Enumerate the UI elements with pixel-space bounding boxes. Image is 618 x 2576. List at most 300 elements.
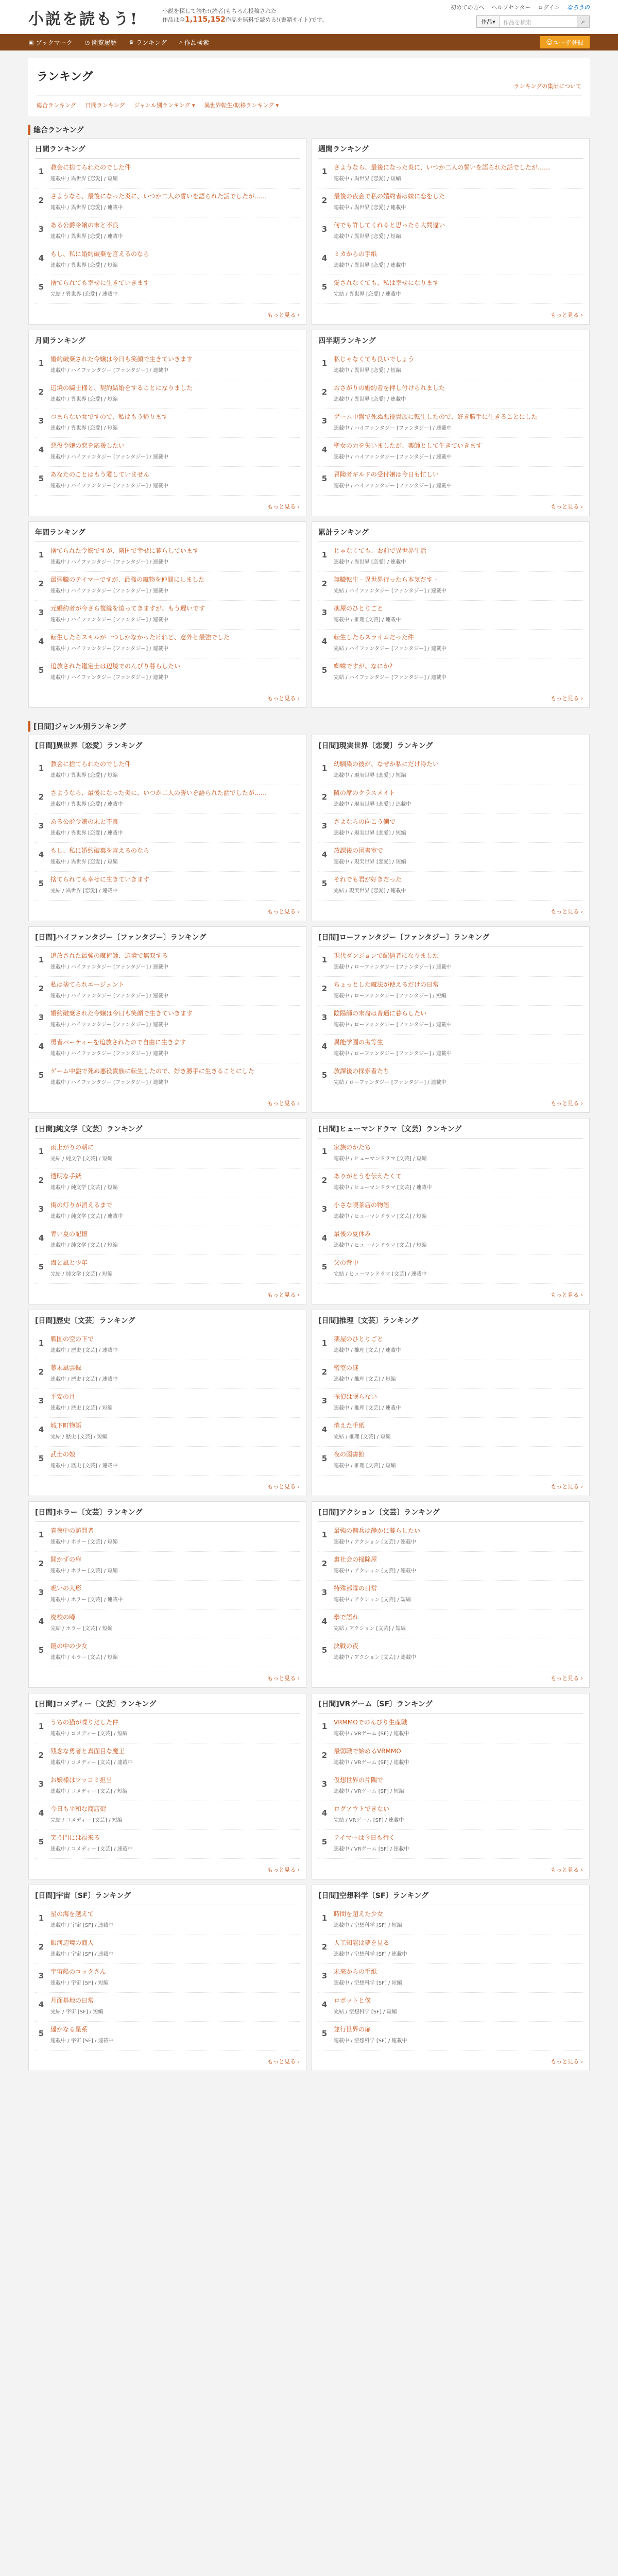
search-input[interactable]: 作品を検索 bbox=[500, 15, 577, 28]
work-title-link[interactable]: 探偵は眠らない bbox=[334, 1393, 377, 1400]
ranking-item bbox=[35, 1523, 300, 1552]
work-meta: 連載中 / ハイファンタジー [ファンタジー] / 連載中 bbox=[50, 588, 168, 594]
ranking-item bbox=[35, 351, 300, 380]
ranking-item bbox=[35, 756, 300, 785]
ranking-card bbox=[28, 1118, 306, 1304]
ranking-item bbox=[35, 1197, 300, 1226]
work-title-link[interactable]: 勇者パーティーを追放されたので自由に生きます bbox=[50, 1039, 186, 1046]
work-title-link[interactable]: ゲーム中盤で死ぬ悪役貴族に転生したので、好き勝手に生きることにした bbox=[50, 1067, 254, 1075]
ranking-item bbox=[318, 814, 583, 843]
ranking-card bbox=[312, 521, 590, 708]
work-title-link[interactable]: 笑う門には福来る bbox=[50, 1834, 100, 1841]
rank-number: 4 bbox=[38, 637, 44, 646]
ranking-card bbox=[28, 521, 306, 708]
rank-number: 1 bbox=[38, 764, 44, 773]
work-meta: 完結 / ハイファンタジー [ファンタジー] / 連載中 bbox=[334, 588, 447, 594]
work-meta: 完結 / 歴史 [文芸] / 短編 bbox=[50, 1434, 108, 1440]
rank-number: 2 bbox=[38, 1367, 44, 1377]
ranking-item bbox=[35, 160, 300, 189]
work-meta: 連載中 / アクション [文芸] / 短編 bbox=[334, 1597, 411, 1603]
rank-number: 5 bbox=[321, 1454, 328, 1463]
work-title-link[interactable]: 呪いの人形 bbox=[50, 1585, 82, 1592]
work-meta: 完結 / コメディー [文芸] / 短編 bbox=[50, 1818, 123, 1823]
work-meta: 連載中 / ホラー [文芸] / 短編 bbox=[50, 1539, 118, 1545]
work-title-link[interactable]: 父の背中 bbox=[334, 1259, 359, 1266]
work-title-link[interactable]: 時間を超えた少女 bbox=[334, 1910, 384, 1918]
more-link[interactable]: もっと見る › bbox=[551, 503, 583, 510]
more-link[interactable]: もっと見る › bbox=[267, 1867, 300, 1873]
ranking-item bbox=[318, 409, 583, 438]
work-title-link[interactable]: 教会に捨てられたのでした件 bbox=[50, 164, 131, 171]
nav-history[interactable]: ◷ 閲覧履歴 bbox=[84, 39, 117, 46]
work-title-link[interactable]: 最後の夜会で私の婚約者は妹に恋をした bbox=[334, 193, 445, 200]
work-meta: 連載中 / 異世界 [恋愛] / 連載中 bbox=[50, 831, 123, 836]
rank-number: 3 bbox=[321, 1780, 328, 1789]
work-title-link[interactable]: 人工知能は夢を見る bbox=[334, 1939, 390, 1946]
overall-ranking-grid bbox=[28, 138, 590, 713]
rank-number: 4 bbox=[38, 2000, 44, 2009]
work-title-link[interactable]: 捨てられても幸せに生きていきます bbox=[50, 279, 150, 286]
work-title-link[interactable]: ゲーム中盤で死ぬ悪役貴族に転生したので、好き勝手に生きることにした bbox=[334, 413, 538, 420]
work-title-link[interactable]: 仮想世界の片隅で bbox=[334, 1776, 384, 1784]
work-meta: 連載中 / ハイファンタジー [ファンタジー] / 連載中 bbox=[50, 368, 168, 374]
ranking-item bbox=[35, 380, 300, 409]
work-title-link[interactable]: ミカからの手紙 bbox=[334, 250, 377, 258]
ranking-card bbox=[312, 1118, 590, 1304]
work-title-link[interactable]: うちの猫が喋りだした件 bbox=[50, 1719, 119, 1726]
rank-number: 3 bbox=[321, 1013, 328, 1022]
work-title-link[interactable]: 今日も平和な商店街 bbox=[50, 1805, 107, 1812]
work-meta: 連載中 / アクション [文芸] / 連載中 bbox=[334, 1539, 416, 1545]
work-title-link[interactable]: 青い夏の記憶 bbox=[50, 1230, 88, 1238]
ranking-item bbox=[35, 1906, 300, 1935]
work-title-link[interactable]: 家族のかたち bbox=[334, 1144, 371, 1151]
ranking-item bbox=[318, 1638, 583, 1667]
work-title-link[interactable]: 放課後の探索者たち bbox=[334, 1067, 390, 1075]
search-button[interactable] bbox=[577, 15, 590, 28]
ranking-item bbox=[318, 380, 583, 409]
user-register-button[interactable]: ☺ ユーザ登録 bbox=[540, 36, 590, 48]
work-title-link[interactable]: 辺境の騎士様と、契約結婚をすることになりました bbox=[50, 384, 193, 392]
rank-number: 4 bbox=[321, 1042, 328, 1051]
ranking-card bbox=[312, 330, 590, 516]
work-title-link[interactable]: 捨てられても幸せに生きていきます bbox=[50, 876, 150, 883]
rank-number: 5 bbox=[38, 666, 44, 675]
work-meta: 連載中 / コメディー [文芸] / 連載中 bbox=[50, 1846, 133, 1852]
rank-number: 4 bbox=[321, 1808, 328, 1818]
rank-number: 2 bbox=[321, 196, 328, 205]
ranking-card bbox=[28, 1501, 306, 1688]
work-title-link[interactable]: ある公爵令嬢の末と不良 bbox=[50, 222, 119, 229]
crown-icon: ♛ bbox=[129, 39, 134, 46]
rank-number: 1 bbox=[38, 359, 44, 368]
rank-number: 2 bbox=[38, 579, 44, 588]
ranking-item bbox=[318, 1906, 583, 1935]
work-title-link[interactable]: 隣の席のクラスメイト bbox=[334, 789, 396, 796]
work-title-link[interactable]: テイマーは今日も行く bbox=[334, 1834, 396, 1841]
work-title-link[interactable]: 透明な手紙 bbox=[50, 1173, 82, 1180]
work-title-link[interactable]: 小さな喫茶店の物語 bbox=[334, 1201, 390, 1209]
beginner-link[interactable]: 初めての方へ bbox=[450, 4, 485, 11]
rank-number: 3 bbox=[38, 416, 44, 426]
work-title-link[interactable]: 拳で語れ bbox=[334, 1614, 359, 1621]
about-ranking-link[interactable]: ランキングの集計について bbox=[513, 83, 581, 90]
work-title-link[interactable]: 最弱職のテイマーですが、最強の魔物を仲間にしました bbox=[50, 576, 205, 583]
ranking-item bbox=[35, 543, 300, 572]
work-title-link[interactable]: 消えた手紙 bbox=[334, 1422, 365, 1429]
ranking-card-title: 月間ランキング bbox=[35, 335, 300, 350]
work-title-link[interactable]: 星の海を越えて bbox=[50, 1910, 94, 1918]
rank-number: 2 bbox=[38, 1559, 44, 1568]
rank-number: 2 bbox=[321, 1559, 328, 1568]
work-title-link[interactable]: 教会に捨てられたのでした件 bbox=[50, 760, 131, 768]
work-meta: 連載中 / ハイファンタジー [ファンタジー] / 連載中 bbox=[334, 426, 452, 431]
rank-number: 3 bbox=[38, 225, 44, 234]
more-link[interactable]: もっと見る › bbox=[267, 1483, 300, 1490]
ranking-item bbox=[318, 785, 583, 814]
rank-number: 5 bbox=[38, 1837, 44, 1846]
work-title-link[interactable]: 最後の夏休み bbox=[334, 1230, 371, 1238]
more-link[interactable]: もっと見る › bbox=[551, 695, 583, 702]
more-link[interactable]: もっと見る › bbox=[551, 908, 583, 915]
work-title-link[interactable]: 異能学園の劣等生 bbox=[334, 1039, 384, 1046]
work-meta: 連載中 / 推理 [文芸] / 短編 bbox=[334, 1463, 396, 1469]
work-title-link[interactable]: おさがりの婚約者を押し付けられました bbox=[334, 384, 445, 392]
more-link[interactable]: もっと見る › bbox=[551, 1675, 583, 1682]
work-title-link[interactable]: さよならの向こう側で bbox=[334, 818, 396, 825]
rank-number: 3 bbox=[321, 1588, 328, 1597]
work-meta: 連載中 / 宇宙 [SF] / 短編 bbox=[50, 1980, 109, 1986]
work-title-link[interactable]: あなたのことはもう愛していません bbox=[50, 471, 150, 478]
ranking-item bbox=[35, 1801, 300, 1830]
work-title-link[interactable]: 何でも許してくれると思ったら大間違い bbox=[334, 222, 445, 229]
work-title-link[interactable]: 海と風と少年 bbox=[50, 1259, 88, 1266]
work-meta: 連載中 / ハイファンタジー [ファンタジー] / 連載中 bbox=[50, 483, 168, 489]
more-link[interactable]: もっと見る › bbox=[551, 2058, 583, 2065]
work-title-link[interactable]: ログアウトできない bbox=[334, 1805, 390, 1812]
rank-number: 2 bbox=[38, 792, 44, 802]
work-title-link[interactable]: 私じゃなくても良いでしょう bbox=[334, 355, 415, 363]
rank-number: 4 bbox=[38, 850, 44, 859]
work-title-link[interactable]: 戦国の空の下で bbox=[50, 1335, 94, 1343]
work-title-link[interactable]: 無職転生 - 異世界行ったら本気だす - bbox=[334, 576, 437, 583]
ranking-item bbox=[35, 785, 300, 814]
site-logo[interactable]: 小説を読もう! bbox=[28, 10, 139, 28]
work-title-link[interactable]: 元婚約者が今さら復縁を迫ってきますが、もう遅いです bbox=[50, 605, 205, 612]
rank-number: 4 bbox=[321, 850, 328, 859]
work-title-link[interactable]: 特殊部隊の日常 bbox=[334, 1585, 377, 1592]
work-title-link[interactable]: ちょっとした魔法が使えるだけの日常 bbox=[334, 981, 439, 988]
help-link[interactable]: ヘルプセンター bbox=[491, 4, 531, 11]
rank-number: 1 bbox=[38, 1722, 44, 1731]
user-icon: ☺ bbox=[546, 39, 553, 46]
rank-number: 4 bbox=[321, 637, 328, 646]
ranking-item bbox=[318, 658, 583, 687]
ranking-item bbox=[35, 275, 300, 304]
work-title-link[interactable]: 薬屋のひとりごと bbox=[334, 605, 384, 612]
rank-number: 5 bbox=[321, 879, 328, 888]
work-title-link[interactable]: ロボットと僕 bbox=[334, 1997, 371, 2004]
work-title-link[interactable]: 平安の月 bbox=[50, 1393, 76, 1400]
rank-number: 4 bbox=[38, 445, 44, 454]
rank-number: 1 bbox=[321, 764, 328, 773]
work-title-link[interactable]: 婚約破棄された令嬢は今日も笑顔で生きていきます bbox=[50, 1010, 193, 1017]
more-link[interactable]: もっと見る › bbox=[267, 1292, 300, 1298]
ranking-item bbox=[318, 572, 583, 601]
work-title-link[interactable]: 薬屋のひとりごと bbox=[334, 1335, 384, 1343]
work-title-link[interactable]: 陰陽師の末裔は普通に暮らしたい bbox=[334, 1010, 427, 1017]
ranking-item bbox=[318, 1993, 583, 2022]
work-meta: 連載中 / 異世界 [恋愛] / 連載中 bbox=[334, 397, 406, 402]
login-link[interactable]: ログイン bbox=[538, 4, 560, 11]
work-meta: 連載中 / 歴史 [文芸] / 連載中 bbox=[50, 1377, 118, 1382]
work-title-link[interactable]: 真夜中の訪問者 bbox=[50, 1527, 94, 1534]
rank-number: 1 bbox=[321, 955, 328, 964]
work-title-link[interactable]: 決戦の夜 bbox=[334, 1642, 359, 1650]
work-title-link[interactable]: 夜の図書館 bbox=[334, 1451, 365, 1458]
work-title-link[interactable]: 街の灯りが消えるまで bbox=[50, 1201, 113, 1209]
work-meta: 連載中 / アクション [文芸] / 連載中 bbox=[334, 1568, 416, 1574]
work-title-link[interactable]: それでも君が好きだった bbox=[334, 876, 402, 883]
ranking-item bbox=[318, 1964, 583, 1993]
nav-ranking[interactable]: ♛ ランキング bbox=[129, 39, 167, 46]
tab-genre[interactable]: ジャンル別ランキング ▾ bbox=[134, 102, 195, 109]
ranking-item bbox=[35, 1935, 300, 1964]
rank-number: 4 bbox=[38, 1425, 44, 1434]
more-link[interactable]: もっと見る › bbox=[267, 503, 300, 510]
rank-number: 3 bbox=[321, 225, 328, 234]
work-title-link[interactable]: お嬢様はツッコミ担当 bbox=[50, 1776, 112, 1784]
work-title-link[interactable]: 冒険者ギルドの受付嬢は今日も忙しい bbox=[334, 471, 439, 478]
work-title-link[interactable]: 月面基地の日常 bbox=[50, 1997, 94, 2004]
ranking-item bbox=[318, 1006, 583, 1035]
ranking-item bbox=[318, 1772, 583, 1801]
more-link[interactable]: もっと見る › bbox=[267, 1100, 300, 1107]
work-title-link[interactable]: 放課後の図書室で bbox=[334, 847, 384, 854]
rank-number: 1 bbox=[38, 1147, 44, 1156]
ranking-item bbox=[318, 438, 583, 467]
ranking-card-title: [日間]ホラー〔文芸〕ランキング bbox=[35, 1507, 300, 1522]
ranking-item bbox=[35, 1006, 300, 1035]
work-title-link[interactable]: 城下町物語 bbox=[50, 1422, 82, 1429]
work-title-link[interactable]: 銀河辺境の商人 bbox=[50, 1939, 94, 1946]
work-title-link[interactable]: 残念な勇者と真面目な魔王 bbox=[50, 1748, 125, 1755]
work-meta: 連載中 / 現実世界 [恋愛] / 短編 bbox=[334, 859, 406, 865]
work-title-link[interactable]: 最弱職で始めるVRMMO bbox=[334, 1748, 401, 1755]
ranking-item bbox=[35, 246, 300, 275]
main-content bbox=[28, 58, 590, 2076]
work-meta: 連載中 / ハイファンタジー [ファンタジー] / 連載中 bbox=[50, 454, 168, 460]
ranking-item bbox=[318, 977, 583, 1006]
rank-number: 1 bbox=[321, 1722, 328, 1731]
work-title-link[interactable]: 雨上がりの朝に bbox=[50, 1144, 94, 1151]
work-title-link[interactable]: VRMMOでのんびり生産職 bbox=[334, 1719, 407, 1726]
rank-number: 1 bbox=[321, 167, 328, 176]
work-meta: 連載中 / 宇宙 [SF] / 連載中 bbox=[50, 1923, 114, 1928]
work-title-link[interactable]: 裏社会の掃除屋 bbox=[334, 1556, 377, 1563]
more-link[interactable]: もっと見る › bbox=[267, 695, 300, 702]
tab-isekai[interactable]: 異世界転生/転移ランキング ▾ bbox=[204, 102, 279, 109]
work-title-link[interactable]: 私は捨てられエージェント bbox=[50, 981, 125, 988]
work-title-link[interactable]: ある公爵令嬢の末と不良 bbox=[50, 818, 119, 825]
rank-number: 4 bbox=[38, 253, 44, 263]
nav-bookmark[interactable]: ▣ ブックマーク bbox=[28, 39, 73, 46]
work-meta: 完結 / アクション [文芸] / 短編 bbox=[334, 1626, 406, 1632]
more-link[interactable]: もっと見る › bbox=[551, 1483, 583, 1490]
ranking-item bbox=[35, 658, 300, 687]
work-title-link[interactable]: もし、私に婚約破棄を言えるのなら bbox=[50, 250, 150, 258]
ranking-item bbox=[318, 1523, 583, 1552]
work-meta: 連載中 / 空想科学 [SF] / 短編 bbox=[334, 1980, 402, 1986]
rank-number: 3 bbox=[38, 1205, 44, 1214]
ranking-item bbox=[318, 630, 583, 658]
work-title-link[interactable]: つまらない女ですので、私はもう帰ります bbox=[50, 413, 168, 420]
ranking-item bbox=[318, 1226, 583, 1255]
ranking-card-title: [日間]ローファンタジー〔ファンタジー〕ランキング bbox=[318, 932, 583, 947]
work-title-link[interactable]: 転生したらスキルが一つしかなかったけれど、意外と最強でした bbox=[50, 634, 230, 641]
work-title-link[interactable]: 最強の傭兵は静かに暮らしたい bbox=[334, 1527, 421, 1534]
brand-logo[interactable]: なろうの bbox=[567, 4, 590, 11]
work-meta: 連載中 / ハイファンタジー [ファンタジー] / 連載中 bbox=[334, 454, 452, 460]
rank-number: 5 bbox=[321, 1837, 328, 1846]
work-meta: 完結 / 異世界 [恋愛] / 連載中 bbox=[50, 292, 118, 297]
work-meta: 完結 / 純文学 [文芸] / 短編 bbox=[50, 1156, 113, 1162]
work-title-link[interactable]: 愛されなくても、私は幸せになります bbox=[334, 279, 439, 286]
more-link[interactable]: もっと見る › bbox=[267, 1675, 300, 1682]
nav-search[interactable]: ⌕ 作品検索 bbox=[179, 39, 209, 46]
more-link[interactable]: もっと見る › bbox=[267, 2058, 300, 2065]
rank-number: 5 bbox=[321, 1262, 328, 1272]
tab-overall[interactable]: 総合ランキング bbox=[37, 102, 76, 109]
ranking-item bbox=[35, 1168, 300, 1197]
rank-number: 3 bbox=[38, 1971, 44, 1980]
work-title-link[interactable]: 蜘蛛ですが、なにか? bbox=[334, 663, 393, 670]
rank-number: 4 bbox=[321, 1425, 328, 1434]
genre-ranking-grid bbox=[28, 735, 590, 2076]
ranking-card-title: [日間]現実世界〔恋愛〕ランキング bbox=[318, 740, 583, 755]
work-title-link[interactable]: じゃなくても、お前で異世界生活 bbox=[334, 547, 427, 554]
work-title-link[interactable]: さようなら、最後になった炎に、いつか二人の誓いを語られた話でしたが…… bbox=[50, 193, 267, 200]
work-meta: 連載中 / 空想科学 [SF] / 連載中 bbox=[334, 1952, 407, 1957]
rank-number: 2 bbox=[38, 984, 44, 993]
work-title-link[interactable]: 宇宙船のコックさん bbox=[50, 1968, 106, 1975]
work-meta: 連載中 / 推理 [文芸] / 連載中 bbox=[334, 1348, 401, 1353]
ranking-item bbox=[318, 543, 583, 572]
work-title-link[interactable]: 遥かなる星系 bbox=[50, 2026, 88, 2033]
rank-number: 2 bbox=[38, 196, 44, 205]
rank-number: 3 bbox=[38, 1780, 44, 1789]
work-title-link[interactable]: 廃校の噂 bbox=[50, 1614, 76, 1621]
work-title-link[interactable]: 武士の娘 bbox=[50, 1451, 76, 1458]
work-title-link[interactable]: 現代ダンジョンで配信者になりました bbox=[334, 952, 439, 959]
rank-number: 1 bbox=[38, 1913, 44, 1923]
global-nav bbox=[0, 34, 618, 50]
rank-number: 1 bbox=[321, 1530, 328, 1539]
ranking-item bbox=[35, 2022, 300, 2050]
more-link[interactable]: もっと見る › bbox=[551, 1867, 583, 1873]
rank-number: 3 bbox=[321, 1396, 328, 1405]
work-title-link[interactable]: ありがとうを伝えたくて bbox=[334, 1173, 402, 1180]
work-title-link[interactable]: 密室の謎 bbox=[334, 1364, 359, 1371]
work-title-link[interactable]: さようなら、最後になった炎に、いつか二人の誓いを語られた話でしたが…… bbox=[334, 164, 551, 171]
work-title-link[interactable]: 婚約破棄された令嬢は今日も笑顔で生きていきます bbox=[50, 355, 193, 363]
rank-number: 1 bbox=[38, 167, 44, 176]
work-title-link[interactable]: 開かずの扉 bbox=[50, 1556, 82, 1563]
ranking-item bbox=[318, 1715, 583, 1743]
work-title-link[interactable]: 転生したらスライムだった件 bbox=[334, 634, 414, 641]
work-meta: 連載中 / 異世界 [恋愛] / 連載中 bbox=[334, 560, 406, 565]
ranking-item bbox=[35, 572, 300, 601]
rank-number: 5 bbox=[321, 2029, 328, 2038]
more-link[interactable]: もっと見る › bbox=[267, 908, 300, 915]
top-links bbox=[445, 3, 590, 11]
work-meta: 連載中 / ホラー [文芸] / 短編 bbox=[50, 1655, 118, 1660]
work-title-link[interactable]: 幼馴染の彼が、なぜか私にだけ冷たい bbox=[334, 760, 439, 768]
ranking-item bbox=[35, 189, 300, 217]
work-meta: 連載中 / ハイファンタジー [ファンタジー] / 連載中 bbox=[50, 675, 168, 681]
work-meta: 連載中 / 異世界 [恋愛] / 短編 bbox=[50, 426, 118, 431]
ranking-card bbox=[28, 1310, 306, 1496]
ranking-item bbox=[318, 601, 583, 630]
work-title-link[interactable]: 鏡の中の少女 bbox=[50, 1642, 88, 1650]
work-title-link[interactable]: もし、私に婚約破棄を言えるのなら bbox=[50, 847, 150, 854]
ranking-item bbox=[318, 1197, 583, 1226]
ranking-card bbox=[312, 138, 590, 325]
work-meta: 完結 / 異世界 [恋愛] / 連載中 bbox=[50, 888, 118, 894]
work-title-link[interactable]: 幕末風雲録 bbox=[50, 1364, 82, 1371]
rank-number: 1 bbox=[38, 1338, 44, 1348]
page-title: ランキング bbox=[37, 71, 93, 83]
ranking-item bbox=[35, 438, 300, 467]
work-meta: 連載中 / 宇宙 [SF] / 連載中 bbox=[50, 1952, 114, 1957]
work-title-link[interactable]: 聖女の力を失いましたが、薬師として生きていきます bbox=[334, 442, 483, 449]
work-title-link[interactable]: 追放された最強の魔術師、辺境で無双する bbox=[50, 952, 168, 959]
search-type-select[interactable]: 作品 ▾ bbox=[476, 15, 500, 28]
work-meta: 連載中 / ハイファンタジー [ファンタジー] / 連載中 bbox=[50, 1080, 168, 1086]
tab-daily[interactable]: 日間ランキング bbox=[85, 102, 125, 109]
rank-number: 2 bbox=[38, 1942, 44, 1952]
chevron-down-icon: ▾ bbox=[492, 18, 495, 25]
work-meta: 完結 / 異世界 [恋愛] / 連載中 bbox=[334, 292, 401, 297]
work-meta: 完結 / 現実世界 [恋愛] / 連載中 bbox=[334, 888, 406, 894]
work-meta: 連載中 / ハイファンタジー [ファンタジー] / 連載中 bbox=[50, 646, 168, 652]
work-meta: 連載中 / ローファンタジー [ファンタジー] / 連載中 bbox=[334, 1022, 452, 1028]
ranking-item bbox=[35, 977, 300, 1006]
work-title-link[interactable]: 悪役令嬢の恋を応援したい bbox=[50, 442, 125, 449]
more-link[interactable]: もっと見る › bbox=[551, 312, 583, 318]
work-meta: 連載中 / 異世界 [恋愛] / 連載中 bbox=[334, 205, 406, 211]
work-meta: 連載中 / ヒューマンドラマ [文芸] / 短編 bbox=[334, 1243, 427, 1248]
work-title-link[interactable]: 並行世界の扉 bbox=[334, 2026, 371, 2033]
work-title-link[interactable]: さようなら、最後になった炎に、いつか二人の誓いを語られた話でしたが…… bbox=[50, 789, 267, 796]
more-link[interactable]: もっと見る › bbox=[267, 312, 300, 318]
work-meta: 連載中 / 推理 [文芸] / 短編 bbox=[334, 1377, 396, 1382]
rank-number: 2 bbox=[321, 984, 328, 993]
ranking-item bbox=[35, 1830, 300, 1859]
ranking-card-title: [日間]アクション〔文芸〕ランキング bbox=[318, 1507, 583, 1522]
more-link[interactable]: もっと見る › bbox=[551, 1292, 583, 1298]
ranking-item bbox=[318, 467, 583, 496]
work-title-link[interactable]: 捨てられた令嬢ですが、隣国で幸せに暮らしています bbox=[50, 547, 199, 554]
ranking-item bbox=[35, 1360, 300, 1389]
ranking-item bbox=[35, 1581, 300, 1609]
work-title-link[interactable]: 未来からの手紙 bbox=[334, 1968, 377, 1975]
work-title-link[interactable]: 追放された鑑定士は辺境でのんびり暮らしたい bbox=[50, 663, 181, 670]
ranking-item bbox=[35, 1226, 300, 1255]
rank-number: 2 bbox=[321, 1367, 328, 1377]
more-link[interactable]: もっと見る › bbox=[551, 1100, 583, 1107]
rank-number: 2 bbox=[321, 1942, 328, 1952]
